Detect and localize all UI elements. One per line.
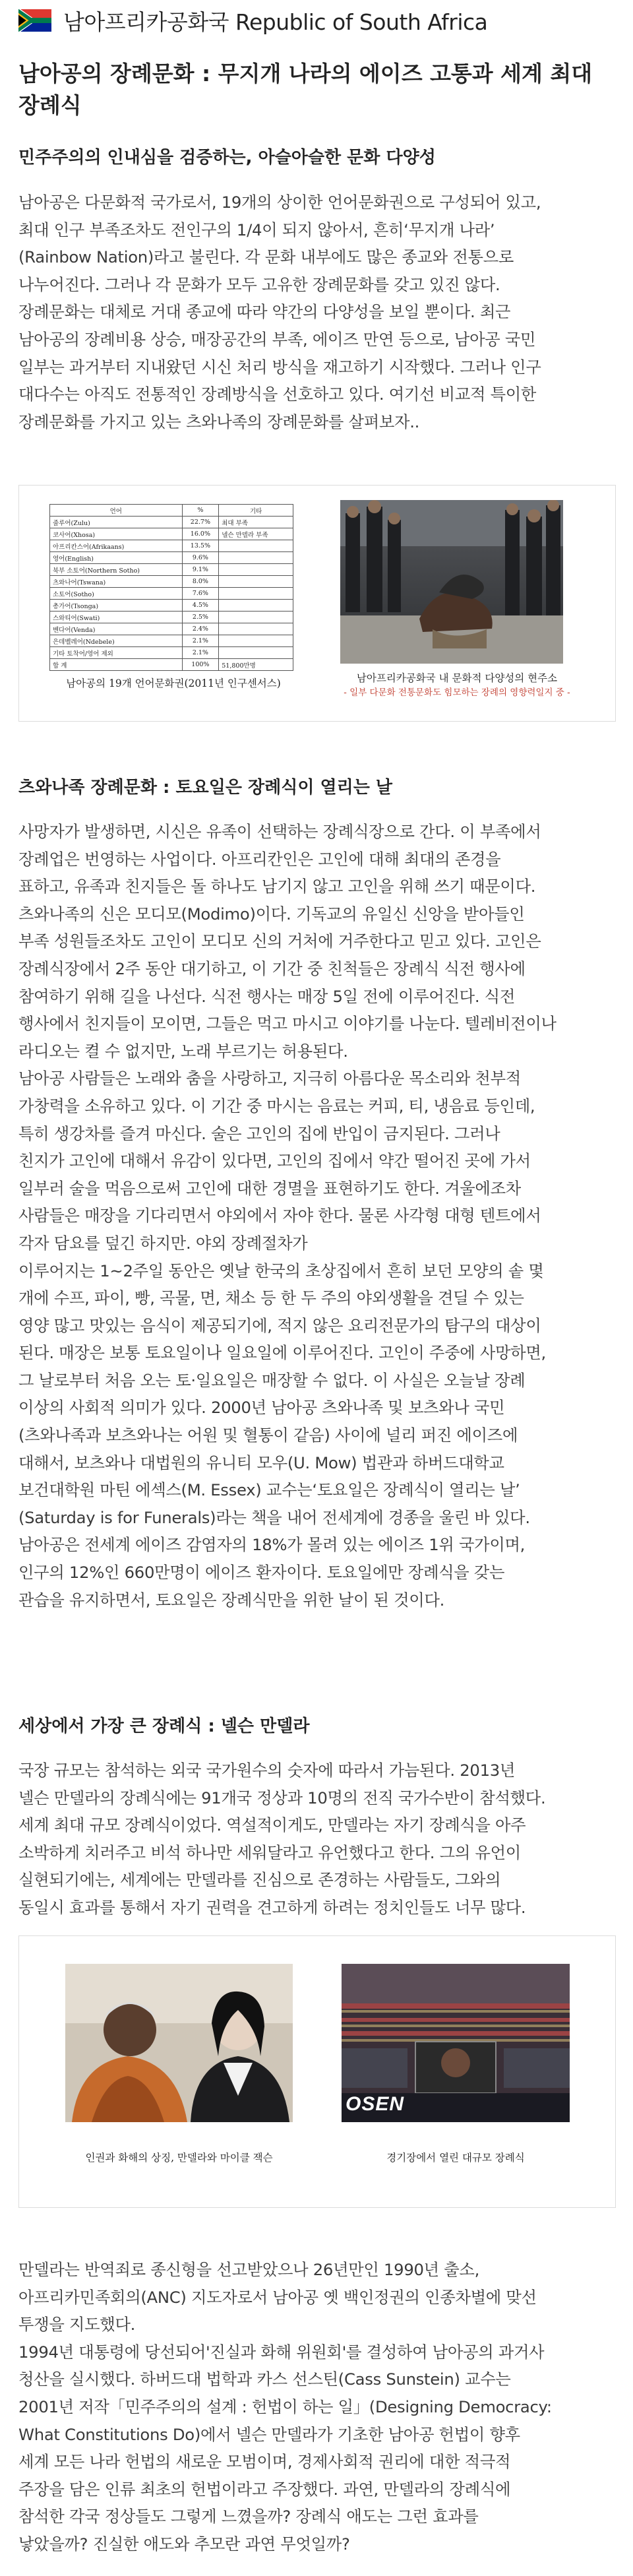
table-cell [219,612,293,623]
paragraph-line: 일부러 술을 먹음으로써 고인에 대한 경멸을 표현하기도 한다. 겨울에조차 [18,1178,521,1198]
table-cell: 북부 소토어(Northern Sotho) [50,564,183,576]
table-header-cell: 언어 [50,505,183,517]
table-row [50,517,293,528]
paragraph-line: 인구의 12%인 660만명이 에이즈 환자이다. 토요일에만 장례식을 갖는 [18,1563,505,1583]
section-heading-tswana: 츠와나족 장례문화 : 토요일은 장례식이 열리는 날 [18,778,393,798]
paragraph-line: 최대 인구 부족조차도 전인구의 1/4이 되지 않아서, 흔히‘무지개 나라’ [18,220,495,239]
paragraph-line: 남아공의 장례비용 상승, 매장공간의 부족, 에이즈 만연 등으로, 남아공 국민 [18,329,536,349]
table-row [50,635,293,647]
paragraph-line: 가창력을 소유하고 있다. 이 기간 중 마시는 음료는 커피, 티, 냉음료 등인데, [18,1096,535,1115]
mandela-jackson-photo [65,1964,293,2122]
table-cell: 4.5% [182,600,219,612]
figure-mandela [18,1935,616,2208]
figure1-right-subcaption: - 일부 다문화 전통문화도 힘모하는 장례의 영향력일지 중 - [344,687,570,698]
paragraph-line: 남아공 사람들은 노래와 춤을 사랑하고, 지극히 아름다운 목소리와 천부적 [18,1069,521,1088]
table-cell [219,540,293,552]
paragraph-line: (Saturday is for Funerals)라는 책을 내어 전세계에 경종을 울린 바 있다. [18,1507,530,1527]
table-header-cell: 기타 [219,505,293,517]
paragraph-line: 동일시 효과를 통해서 자기 권력을 견고하게 하려는 정치인들도 너무 많다. [18,1897,526,1917]
table-cell: 13.5% [182,540,219,552]
paragraph-line: 대해서, 보츠와나 대법원의 유니티 모우(U. Mow) 법관과 하버드대학교 [18,1453,504,1472]
paragraph-line: 츠와나족의 신은 모디모(Modimo)이다. 기독교의 유일신 신앙을 받아들인 [18,904,525,924]
table-cell: 줄루어(Zulu) [50,517,183,528]
table-row [50,612,293,623]
table-cell: 최대 부족 [219,517,293,528]
site-title: 남아프리카공화국 Republic of South Africa [63,9,488,35]
paragraph-line: 보건대학원 마틴 에섹스(M. Essex) 교수는‘토요일은 장례식이 열리는 날’ [18,1480,520,1500]
table-cell [219,552,293,564]
table-cell [219,635,293,647]
paragraph-line: 이루어지는 1~2주일 동안은 옛날 한국의 초상집에서 흔히 보던 모양의 솥 몇 [18,1261,544,1280]
table-cell: 총가어(Tsonga) [50,600,183,612]
funeral-dance-illustration [340,500,563,664]
section-heading-mandela: 세상에서 가장 큰 장례식 : 넬슨 만델라 [18,1716,310,1736]
table-cell: 코사어(Xhosa) [50,528,183,540]
paragraph-line: 대다수는 아직도 전통적인 장례방식을 선호하고 있다. 여기선 비교적 특이한 [18,385,537,404]
paragraph-line: 라디오는 켤 수 없지만, 노래 부르기는 허용된다. [18,1041,348,1061]
table-cell: 2.5% [182,612,219,623]
paragraph-line: 부족 성원들조차도 고인이 모디모 신의 거처에 거주한다고 믿고 있다. 고인은 [18,931,541,951]
table-cell: 9.6% [182,552,219,564]
paragraph-line: 소박하게 치러주고 비석 하나만 세워달라고 유언했다고 한다. 그의 유언이 [18,1842,521,1862]
table-header-cell: % [182,505,219,517]
table-row [50,564,293,576]
paragraph-line: 아프리카민족회의(ANC) 지도자로서 남아공 옛 백인정권의 인종차별에 맞선 [18,2287,537,2307]
paragraph-line: 사람들은 매장을 기다리면서 야외에서 자야 한다. 물론 사각형 대형 텐트에서 [18,1206,541,1226]
table-row [50,552,293,564]
paragraph-line: 만델라는 반역죄로 종신형을 선고받았으나 26년만인 1990년 출소, [18,2260,480,2279]
paragraph-line: 장례업은 번영하는 사업이다. 아프리칸인은 고인에 대해 최대의 존경을 [18,849,501,869]
table-cell: 벤다어(Venda) [50,623,183,635]
table-cell: 2.1% [182,635,219,647]
figure2-left-caption: 인권과 화해의 상징, 만델라와 마이클 잭슨 [85,2152,273,2164]
table-row [50,528,293,540]
table-cell: 아프리칸스어(Afrikaans) [50,540,183,552]
table-cell: 2.1% [182,647,219,659]
table-cell: 51,800만명 [219,659,293,671]
section-body-mandela-legacy [18,2256,618,2558]
table-cell: 16.0% [182,528,219,540]
table-cell [219,564,293,576]
paragraph-line: 행사에서 친지들이 모이면, 그들은 먹고 마시고 이야기를 나눈다. 텔레비전이나 [18,1014,557,1034]
paragraph-line: 개에 수프, 파이, 빵, 곡물, 면, 채소 등 한 두 주의 야외생활을 견딜 수 있는 [18,1288,524,1308]
table-header-row [50,505,293,517]
figure1-right-caption: 남아프리카공화국 내 문화적 다양성의 현주소 [356,672,558,684]
figure1-left-caption: 남아공의 19개 언어문화권(2011년 인구센서스) [66,677,281,689]
figure-language-census [18,485,616,722]
table-cell: 7.6% [182,588,219,600]
paragraph-line: 남아공은 다문화적 국가로서, 19개의 상이한 언어문화권으로 구성되어 있고, [18,193,541,212]
paragraph-line: 주장을 담은 인류 최초의 헌법이라고 주장했다. 과연, 만델라의 장례식에 [18,2479,511,2499]
figure2-right-caption: 경기장에서 열린 대규모 장례식 [386,2152,525,2164]
section-body-mandela [18,1757,618,1922]
table-cell [219,588,293,600]
article-title: 남아공의 장례문화 : 무지개 나라의 에이즈 고통과 세계 최대 장례식 [18,61,593,118]
paragraph-line: 넬슨 만델라의 장례식에는 91개국 정상과 10명의 전직 국가수반이 참석했다. [18,1788,546,1807]
paragraph-line: 남아공은 전세계 에이즈 감염자의 18%가 몰려 있는 에이즈 1위 국가이며, [18,1535,526,1555]
paragraph-line: 나누어진다. 그러나 각 문화가 모두 고유한 장례문화를 갖고 있진 않다. [18,274,500,294]
paragraph-line: (Rainbow Nation)라고 불린다. 각 문화 내부에도 많은 종교와 전통으로 [18,247,514,267]
paragraph-line: 실현되기에는, 세계에는 만델라를 진심으로 존경하는 사람들도, 그와의 [18,1870,501,1890]
paragraph-line: 각자 담요를 덮긴 하지만. 야외 장례절차가 [18,1233,308,1253]
paragraph-line: 2001년 저작「민주주의의 설계 : 헌법이 하는 일」(Designing Democracy: [18,2397,552,2416]
paragraph-line: 참석한 각국 정상들도 그렇게 느꼈을까? 장례식 애도는 그런 효과를 [18,2507,479,2527]
mandela-jackson-illustration [65,1964,293,2122]
table-cell: 넬슨 만델라 부족 [219,528,293,540]
section-body-tswana [18,818,618,1614]
table-cell: 영어(English) [50,552,183,564]
paragraph-line: 장례식장에서 2주 동안 대기하고, 이 기간 중 친척들은 장례식 식전 행사에 [18,958,526,978]
paragraph-line: 장례문화를 가지고 있는 츠와나족의 장례문화를 살펴보자.. [18,412,420,431]
paragraph-line: 국장 규모는 참석하는 외국 국가원수의 숫자에 따라서 가늠된다. 2013년 [18,1761,516,1780]
table-row [50,623,293,635]
stadium-funeral-photo [342,1964,570,2122]
paragraph-line: 일부는 과거부터 지내왔던 시신 처리 방식을 재고하기 시작했다. 그러나 인구 [18,357,541,377]
paragraph-line: 영양 많고 맛있는 음식이 제공되기에, 적지 않은 요리전문가의 탐구의 대상이 [18,1315,541,1335]
south-africa-flag-icon [18,9,51,32]
paragraph-line: What Constitutions Do)에서 넬슨 만델라가 기초한 남아공 헌법이 향후 [18,2424,520,2444]
paragraph-line: 된다. 매장은 보통 토요일이나 일요일에 이루어진다. 고인이 주중에 사망하면, [18,1343,546,1363]
paragraph-line: 1994년 대통령에 당선되어'진실과 화해 위원회'를 결성하여 남아공의 과거사 [18,2342,545,2362]
funeral-dance-photo [340,500,563,664]
table-row [50,588,293,600]
paragraph-line: 투쟁을 지도했다. [18,2315,136,2335]
paragraph-line: 관습을 유지하면서, 토요일은 장례식만을 위한 날이 된 것이다. [18,1590,445,1610]
paragraph-line: 세계 모든 나라 헌법의 새로운 모범이며, 경제사회적 권리에 대한 적극적 [18,2452,511,2472]
table-cell: 은데벨레어(Ndebele) [50,635,183,647]
table-row [50,540,293,552]
table-cell [219,623,293,635]
table-cell [219,576,293,588]
paragraph-line: 사망자가 발생하면, 시신은 유족이 선택하는 장례식장으로 간다. 이 부족에서 [18,822,541,841]
language-census-table [49,504,293,671]
table-cell: 9.1% [182,564,219,576]
table-row [50,659,293,671]
table-cell: 합 계 [50,659,183,671]
table-cell: 츠와나어(Tswana) [50,576,183,588]
paragraph-line: 청산을 실시했다. 하버드대 법학과 카스 선스틴(Cass Sunstein) 교수는 [18,2370,511,2389]
paragraph-line: 표하고, 유족과 친지들은 돌 하나도 남기지 않고 고인을 위해 쓰기 때문이다. [18,877,536,896]
table-cell: 22.7% [182,517,219,528]
paragraph-line: 친지가 고인에 대해서 유감이 있다면, 고인의 집에서 약간 떨어진 곳에 가서 [18,1151,531,1171]
paragraph-line: 장례문화는 대체로 거대 종교에 따라 약간의 다양성을 보일 뿐이다. 최근 [18,302,511,322]
paragraph-line: 이상의 사회적 의미가 있다. 2000년 남아공 츠와나족 및 보츠와나 국민 [18,1398,505,1418]
table-cell: 스와티어(Swati) [50,612,183,623]
table-cell [219,647,293,659]
paragraph-line: (츠와나족과 보츠와나는 어원 및 혈통이 같음) 사이에 널리 퍼진 에이즈에 [18,1426,518,1445]
table-cell: 2.4% [182,623,219,635]
table-cell: 8.0% [182,576,219,588]
table-row [50,600,293,612]
table-cell: 기타 토착어/영어 제외 [50,647,183,659]
osen-logo: OSEN [346,2093,405,2115]
table-row [50,576,293,588]
site-header [18,4,487,37]
paragraph-line: 특히 생강차를 즐겨 마신다. 술은 고인의 집에 반입이 금지된다. 그러나 [18,1123,500,1143]
table-row [50,647,293,659]
table-cell [219,600,293,612]
paragraph-line: 세계 최대 규모 장례식이었다. 역설적이게도, 만델라는 자기 장례식을 아주 [18,1815,526,1835]
table-cell: 소토어(Sotho) [50,588,183,600]
section-body-diversity [18,189,618,435]
paragraph-line: 그 날로부터 처음 오는 토·일요일은 매장할 수 없다. 이 사실은 오늘날 장례 [18,1370,526,1390]
paragraph-line: 참여하기 위해 길을 나선다. 식전 행사는 매장 5일 전에 이루어진다. 식전 [18,986,516,1006]
table-cell: 100% [182,659,219,671]
paragraph-line: 낳았을까? 진실한 애도와 추모란 과연 무엇일까? [18,2534,350,2554]
section-heading-diversity: 민주주의의 인내심을 검증하는, 아슬아슬한 문화 다양성 [18,148,436,168]
